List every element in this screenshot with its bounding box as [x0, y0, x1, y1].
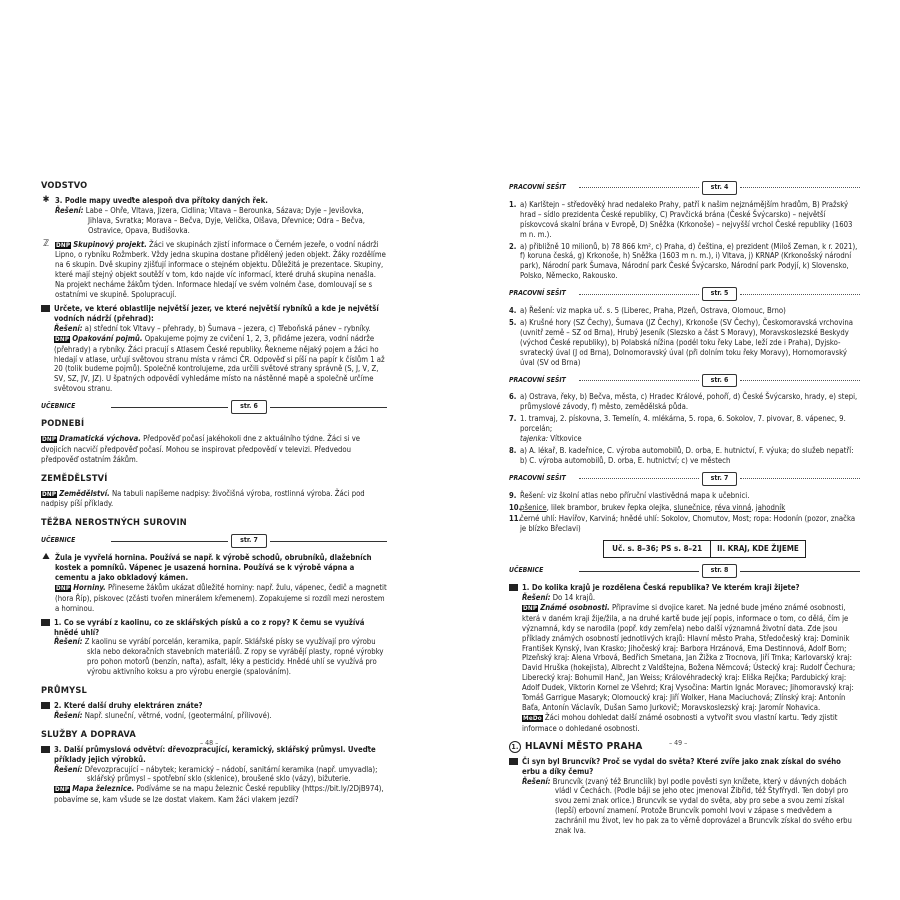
divider-line: [579, 380, 699, 381]
exercise-title: Či syn byl Bruncvík? Proč se vydal do světa? Které zvíře jako znak získal do svého erbu a díky čemu?: [522, 756, 841, 776]
star-icon: ✱: [42, 194, 50, 205]
task-title: Určete, ve které oblastlije největší jezer, ve které největší rybníků a kde je největší vodních nádrží (přehrad):: [54, 303, 379, 323]
dnp-badge: DNP: [56, 241, 71, 249]
divider-label: PRACOVNÍ SEŠIT: [509, 375, 566, 384]
dnp-title: Zemědělství.: [59, 488, 110, 498]
solution-text: Do 14 krajů.: [552, 593, 596, 602]
section-heading-sluzby: SLUŽBY A DOPRAVA: [41, 728, 136, 740]
medo-text: Žáci mohou dohledat další známé osobnosti a vytvořit svou vlastní kartu. Tedy zjistit informace o dohledané osobnosti.: [522, 712, 838, 733]
answer-10: 10. pšenice, lilek brambor, brukev řepka olejka, slunečnice, réva vinná, jahodník: [509, 502, 786, 512]
dnp-badge: DNP: [42, 490, 57, 498]
workbook-divider: [509, 472, 860, 486]
divider-line: [579, 294, 699, 295]
workbook-divider: [509, 287, 860, 301]
answer-number: 2.: [509, 241, 517, 251]
dnp-text: Předpověď počasí jakéhokoli dne z aktuálního týdne. Žáci si ve dvojicích nacvičí předpověď počasí. Mohou se inspirovat předpovědí v televizi. Předvedou předpověď ostatním žákům.: [41, 433, 361, 464]
exercise-title: 2. Které další druhy elektráren znáte?: [54, 700, 203, 710]
answer-number: 5.: [509, 317, 517, 327]
dnp-title: Skupinový projekt.: [73, 239, 147, 249]
dnp-badge: DNP: [55, 786, 70, 794]
divider-line: [740, 478, 860, 479]
book-icon: [41, 619, 50, 626]
answer-number: 9.: [509, 490, 517, 500]
crop-item: réva vinná: [714, 502, 752, 512]
solution-text: Bruncvík (zvaný též Bruncliík) byl podle pověsti syn knížete, který v dávných dobách vládl v Čechách. (Podle báji se jeho otec jmenoval Žibřid, též Štyfřrydl. Ten dobyl pro svou zemi znak orlice.) Bruncvík se vydal do světa, aby pro sebe a svou zemi získal (lepší) erbovní znamení. Protože Bruncvík pomohl lvovi v zápase s medvědem a zachránil mu život, lev ho pak za to věrně doprovázel a Bruncvík získal do svého erbu znak lva.: [552, 776, 852, 836]
divider-label: UČEBNICE: [509, 566, 544, 575]
book-icon: [41, 746, 50, 753]
solution-text: Např. sluneční, větrné, vodní, (geotermální, přílivové).: [84, 710, 272, 720]
exercise-title: 3. Další průmyslová odvětví: dřevozpracující, keramický, sklářský průmysl. Uveďte příklady jejich výrobků.: [54, 744, 376, 764]
answer-number: 1.: [509, 199, 517, 209]
chapter-header: [549, 540, 860, 558]
divider-line: [111, 541, 228, 542]
section-number-circle: 1.: [509, 741, 521, 753]
section-heading-prumysl: PRŮMYSL: [41, 685, 87, 697]
solution-label: Řešení:: [55, 205, 84, 215]
tajenka-value: Vítkovice: [550, 434, 582, 444]
dnp-agriculture: [41, 489, 387, 510]
divider-label: PRACOVNÍ SEŠIT: [509, 473, 566, 482]
dnp-text: Žáci ve skupinách zjistí informace o Černém jezeře, o vodní nádrži Lipno, o rybníku Rožmberk. Vždy jedna skupina dostane přidělený jeden objekt. Žáky rozdělíme na 6 skupin. Dvě skupiny zjišťují informace o stejném objektu. Důležitá je prezentace. Skupiny, které mají stejný objekt soutěží v tom, kdo najde víc informací, které druhá skupina nenašla. Na projekt necháme žákům týden. Informace hledají ve svém volném čase, domlouvají se s ostatními ve skupině. Spolupracují.: [55, 239, 386, 300]
answer-text: a) Karlštejn – středověký hrad nedaleko Prahy, patří k našim nejznámějším hradům, B) Pražský hrad – sídlo prezidenta České republiky, C) Pravčická brána (České Švýcarsko) – největší pískovcová skalní brána v Evropě, D) Sněžka (Krkonoše) – nejvyšší vrchol České republiky (1603 m n. m.).: [520, 199, 853, 239]
page-ref-box: str. 6: [702, 374, 738, 388]
dnp-badge: DNP: [42, 435, 57, 443]
answer-8: [509, 446, 860, 466]
section-heading-vodstvo: VODSTVO: [41, 180, 88, 191]
book-icon: [41, 305, 50, 312]
divider-line: [740, 187, 860, 188]
page-ref-box: str. 7: [702, 472, 738, 486]
medo-badge: MeDo: [523, 714, 542, 722]
textbook-divider: [41, 534, 387, 548]
answer-text: a) Řešení: viz mapka uč. s. 5 (Liberec, Praha, Plzeň, Ostrava, Olomouc, Brno): [520, 306, 786, 316]
solution-label: Řešení:: [522, 776, 551, 786]
divider-label: UČEBNICE: [41, 536, 76, 545]
answer-7: [509, 414, 860, 444]
solution-label: Řešení:: [522, 593, 551, 602]
section-heading-tezba: TĚŽBA NEROSTNÝCH SUROVIN: [41, 517, 187, 529]
textbook-divider: [509, 564, 860, 578]
dnp-text: Na tabuli napíšeme nadpisy: živočišná výroba, rostlinná výroba. Žáci pod nadpisy píší příklady.: [41, 488, 365, 509]
solution-label: Řešení:: [54, 637, 83, 647]
chapter-title: II. KRAJ, KDE ŽIJEME: [717, 544, 799, 554]
answer-text: černé uhlí: Havířov, Karviná; hnědé uhlí: Sokolov, Chomutov, Most; ropa: Hodonín (pozor, značka je blízko Břeclavi): [520, 514, 856, 534]
dnp-title: Známé osobnosti.: [540, 602, 610, 612]
solution-text: Z kaolinu se vyrábí porcelán, keramika, papír. Sklářské písky se využívají pro výrobu skla nebo dekoračních stavebních materiálů. Z ropy se vyrábějí plasty, ropné výrobky pro pohon motorů (benzín, nafta), asfalt, léky a pesticidy. Hnědé uhlí se využívá pro výrobu aktivního koksu a pro výrobu energie (spalováním).: [84, 637, 384, 677]
left-page: [41, 181, 387, 809]
answer-number: 7.: [509, 414, 517, 424]
answer-5: [509, 318, 860, 368]
divider-line: [579, 571, 699, 572]
solution-label: Řešení:: [54, 764, 83, 774]
answer-text: Řešení: viz školní atlas nebo příruční vlastivědná mapa k učebnici.: [520, 490, 750, 500]
dnp-text: Podíváme se na mapu železnic České republiky (https://bit.ly/2DjB974), pobavíme se, kam všude se lze dostat vlakem. Kam žáci vlakem jezdí?: [54, 784, 384, 805]
crop-item: jahodník: [755, 502, 786, 512]
dnp-title: Mapa železnice.: [72, 784, 135, 794]
answer-9: [509, 491, 860, 501]
exercise-1-kaolin: [41, 618, 387, 677]
section-heading-podnebi: PODNEBÍ: [41, 418, 85, 430]
divider-label: UČEBNICE: [41, 402, 76, 411]
crop-item: pšenice: [520, 502, 547, 512]
section-heading-zemedelstvi: ZEMĚDĚLSTVÍ: [41, 472, 108, 484]
dnp-drama: [41, 434, 387, 465]
answer-6: [509, 392, 860, 412]
dnp-group-project: [41, 240, 387, 300]
dnp-badge: DNP: [55, 335, 70, 343]
solution-text: a) střední tok Vltavy – přehrady, b) Šumava – jezera, c) Třeboňská pánev – rybníky.: [84, 323, 371, 333]
chapter-ref: Uč. s. 8–36; PS s. 8–21: [604, 541, 711, 557]
exercise-1-regions: [509, 583, 860, 734]
page-ref-box: str. 4: [702, 181, 738, 195]
dnp-title: Horniny.: [73, 582, 106, 592]
dnp-title: Opakování pojmů.: [72, 333, 143, 343]
exercise-3-tributaries: [41, 196, 387, 236]
solution-text: Dřevozpracující – nábytek; keramický – nádobí, sanitární keramika (např. umyvadla); sklářský průmysl – spotřební sklo (sklenice), broušené sklo (vázy), bižuterie.: [84, 764, 378, 784]
answer-1: [509, 200, 860, 240]
crop-item: lilek brambor: [551, 502, 597, 512]
divider-line: [740, 294, 860, 295]
workbook-divider: [509, 181, 860, 195]
dnp-badge: DNP: [523, 604, 538, 612]
exercise-title: 1. Co se vyrábí z kaolinu, co ze sklářských písků a co z ropy? K čemu se využívá hnědé uhlí?: [54, 617, 365, 637]
textbook-divider: [41, 400, 387, 414]
book-icon: [41, 702, 50, 709]
book-icon: [509, 758, 518, 765]
divider-line: [740, 571, 860, 572]
answer-number: 10.: [509, 502, 522, 512]
task-lakes: [41, 304, 387, 394]
page-number-right: – 49 –: [669, 739, 688, 747]
workbook-divider: [509, 374, 860, 388]
divider-label: PRACOVNÍ SEŠIT: [509, 183, 566, 191]
page-ref-box: str. 8: [702, 564, 738, 578]
rock-info: [41, 553, 387, 613]
dnp-text: Připravíme si dvojice karet. Na jedné bude jméno známé osobnosti, která v daném kraji žije/žila, a na druhé kartě bude její popis, informace o tom, co dělá, čím je významná, kdy se narodila (popř. kdy zemřela) nebo další významná životní data. Zde jsou příklady známých osobností jednotlivých krajů: Hlavní město Praha, Středočeský kraj: Dominik František Kynský, Ivan Krasko; Jihočeský kraj: Barbora Hrzánová, Ema Destinnová, Adolf Born; Plzeňský kraj: Alena Vrbová, Bedřich Smetana, Jan Žižka z Trocnova, Jiří Trnka; Karlovarský kraj: David Hruška (hokejista), Albrecht z Valdštejna, Božena Němcová; Ústecký kraj: Rudolf Čechura; Liberecký kraj: Bohumil Hanč, Jan Weiss; Královéhradecký kraj: Eliška Rejčka; Pardubický kraj: Adolf Dudek, Viktorin Kornel ze Všehrd; Kraj Vysočina: Martin Ignác Moravec; Jihomoravský kraj: Tomáš Garrigue Masaryk; Olomoucký kraj: Jiří Wolker, Hana Maciuchová; Zlínský kraj: Antonín Baťa, Antonín Václavík, Dušan Samo Jurkovič; Moravskoslezský kraj: Jaromír Nohavica.: [522, 602, 856, 712]
crop-item: slunečnice: [673, 502, 711, 512]
page-ref-box: str. 7: [231, 534, 267, 548]
divider-line: [111, 407, 228, 408]
section-title: HLAVNÍ MĚSTO PRAHA: [525, 740, 643, 752]
dnp-title: Dramatická výchova.: [59, 433, 141, 443]
divider-line: [579, 478, 699, 479]
divider-label: PRACOVNÍ SEŠIT: [509, 289, 566, 298]
tajenka-label: tajenka:: [520, 434, 549, 444]
answer-text: 1. tramvaj, 2. pískovna, 3. Temelín, 4. mlékárna, 5. ropa, 6. Sokolov, 7. pivovar, 8. vápenec, 9. porcelán;: [520, 414, 846, 434]
dnp-text: Přineseme žákům ukázat důležité horniny: např. žulu, vápenec, čedič a magnetit (hora Říp), pískovec (zčásti tvořen minerálem křemenem). Zopakujeme si rozdíl mezi nerostem a horninou.: [55, 582, 387, 613]
divider-line: [579, 187, 699, 188]
page-ref-box: str. 5: [702, 287, 738, 301]
answer-11: [509, 514, 860, 534]
page-ref-box: str. 6: [231, 400, 267, 414]
z-icon: ℤ: [42, 238, 50, 249]
answer-number: 8.: [509, 445, 517, 455]
answer-number: 4.: [509, 306, 517, 316]
divider-line: [270, 541, 387, 542]
divider-line: [740, 380, 860, 381]
crop-item: brukev řepka olejka: [601, 502, 670, 512]
answer-2: [509, 242, 860, 282]
exercise-3-industry: [41, 745, 387, 805]
exercise-title: 1. Do kolika krajů je rozdělena Česká republika? Ve kterém kraji žijete?: [522, 583, 800, 593]
page-number-left: – 48 –: [200, 739, 219, 747]
answer-text: a) Krušné hory (SZ Čechy), Šumava (JZ Čechy), Krkonoše (SV Čechy), Českomoravská vrchovina (uvnitř země – SZ od Brna), Hrubý Jeseník (Slezsko a část S Moravy), Moravskoslezské Beskydy (východ České republiky), b) Polabská nížina (podél toku řeky Labe, leží zde i Praha), Dyjsko-svratecký úval (J od Brna), Dolnomoravský úval (při dolním toku řeky Moravy), Hornomoravský úval (SV od Brna): [520, 317, 853, 367]
answer-text: a) A. lékař, B. kadeřnice, C. výroba automobilů, D. orba, E. hutnictví, F. výuka; do služeb nepatří: b) C. výroba automobilů, D. orba, E. hutnictví; c) ve městech: [520, 445, 854, 465]
solution-text: Labe – Ohře, Vltava, Jizera, Cidlina; Vltava – Berounka, Sázava; Dyje – Jevišovka, Jihlava, Svratka; Morava – Bečva, Dyje, Velička, Olšava, Dřevnice; Odra – Bečva, Ostravice, Opava, Budišovka.: [85, 205, 365, 235]
book-icon: [509, 584, 518, 591]
exercise-title: 3. Podle mapy uveďte alespoň dva přítoky daných řek.: [55, 195, 268, 205]
rock-icon: ⛰: [42, 552, 50, 563]
dnp-badge: DNP: [56, 584, 71, 592]
divider-line: [270, 407, 387, 408]
exercise-2-power-plants: [41, 701, 387, 721]
answer-4: [509, 306, 860, 316]
info-text: Žula je vyvřelá hornina. Používá se např. k výrobě schodů, obrubníků, dlažebních kostek a pomníků. Vápenec je usazená hornina. Používá se k výrobě vápna a cementu a jako obkladový kámen.: [55, 553, 372, 582]
exercise-bruncvik: [509, 757, 860, 836]
answer-number: 11.: [509, 514, 522, 524]
dnp-text: Opakujeme pojmy ze cvičení 1, 2, 3, přidáme jezera, vodní nádrže (přehrady) a rybníky. Žáci pracují s Atlasem České republiky. Řekneme nějaký pojem a žáci ho hledají v atlase, určují světovou stranu místa v rámci ČR. Odpověď si píší na papír k číslům 1 až 20 (tolik budeme pojmů). Společně kontrolujeme, zda určili světové strany správně (S, J, V, Z, SV, SZ, JV, JZ). U špatných odpovědí vyhledáme místo na nástěnné mapě a společně určíme světovou stranu.: [54, 333, 385, 394]
answer-text: a) Ostrava, řeky, b) Bečva, města, c) Hradec Králové, pohoří, d) České Švýcarsko, hrady, e) stepi, průmyslové závody, f) město, zemědělská půda.: [520, 392, 858, 412]
solution-label: Řešení:: [54, 323, 83, 333]
answer-text: a) přibližně 10 milionů, b) 78 866 km², c) Praha, d) čeština, e) prezident (Miloš Zeman, k r. 2021), f) koruna česká, g) Krkonoše, h) Sněžka (1603 m n. m.), i) Vltava, j) KRNAP (Krkonošský národní park), Národní park Šumava, Národní park České Švýcarsko, Národní park Podyjí, k) Slovensko, Polsko, Německo, Rakousko.: [520, 241, 858, 281]
solution-label: Řešení:: [54, 710, 83, 720]
answer-number: 6.: [509, 392, 517, 402]
